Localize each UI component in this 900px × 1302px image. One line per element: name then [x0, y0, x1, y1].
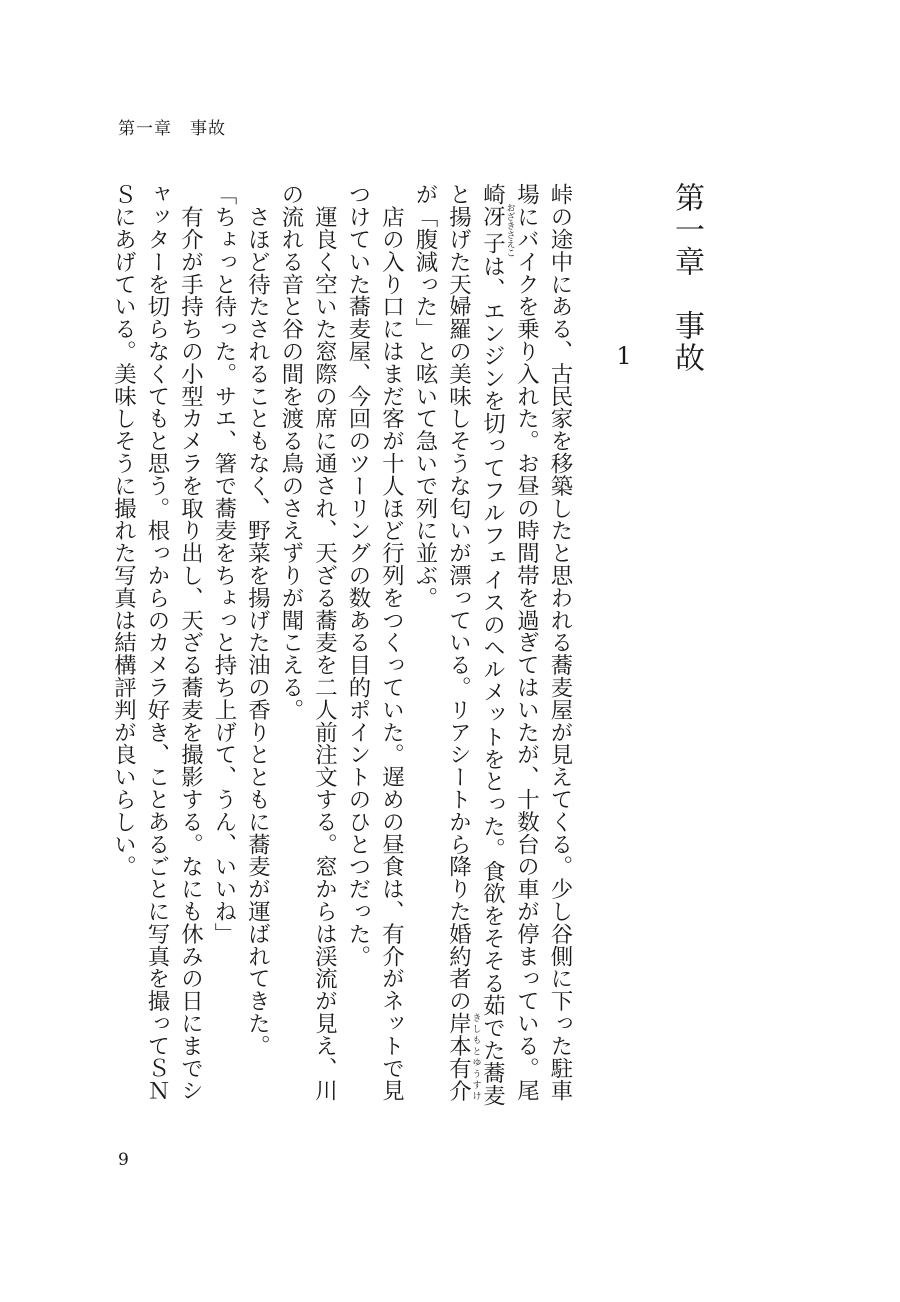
paragraph-4: さほど待たされることもなく、野菜を揚げた油の香りとともに蕎麦が運ばれてきた。: [244, 183, 271, 1057]
ruby-kishimoto: 岸本有介 きしもとゆうすけ: [445, 1011, 481, 1102]
paragraph-1: 峠の途中にある、古民家を移築したと思われる蕎麦屋が見えてくる。少し谷側に下った駐車場にバイクを乗り入れた。お昼の時間帯を過ぎてはいたが、十数台の車が停まっている。尾崎冴子 おざきさえこは、エンジンを切ってフルフェイスのヘルメットをとった。食欲をそそる茹でた蕎麦と揚げた天婦羅の美味しそうな匂いが漂っている。リアシートから降りた婚約者の岸本有介 きしもとゆうすけが「腹減った」と呟いて急いで列に並ぶ。: [412, 183, 573, 1107]
ruby-saeko: 冴子 おざきさえこ: [479, 203, 515, 258]
section-number: 1: [616, 342, 632, 370]
running-head: 第一章 事故: [118, 119, 226, 139]
body-text: [92, 183, 576, 1123]
paragraph-3: 運良く空いた窓際の席に通され、天ざる蕎麦を二人前注文する。窓からは渓流が見え、川の流れる音と谷の間を渡る鳥のさえずりが聞こえる。: [278, 183, 338, 1102]
paragraph-5: 「ちょっと待った。サエ、箸で蕎麦をちょっと持ち上げて、うん、いいね」: [211, 183, 237, 945]
paragraph-2: 店の入り口にはまだ客が十人ほど行列をつくっていた。遅めの昼食は、有介がネットで見つけていた蕎麦屋、今回のツーリングの数ある目的ポイントのひとつだった。: [345, 183, 405, 1102]
chapter-title: 第一章 事故: [669, 182, 704, 374]
paragraph-6: 有介が手持ちの小型カメラを取り出し、天ざる蕎麦を撮影する。なにも休みの日にまでシャッターを切らなくてもと思う。根っからのカメラ好き、ことあるごとに写真を撮ってＳＮＳにあげている。美味しそうに撮れた写真は結構評判が良いらしい。: [110, 183, 204, 1102]
page-number: 9: [118, 1150, 129, 1170]
